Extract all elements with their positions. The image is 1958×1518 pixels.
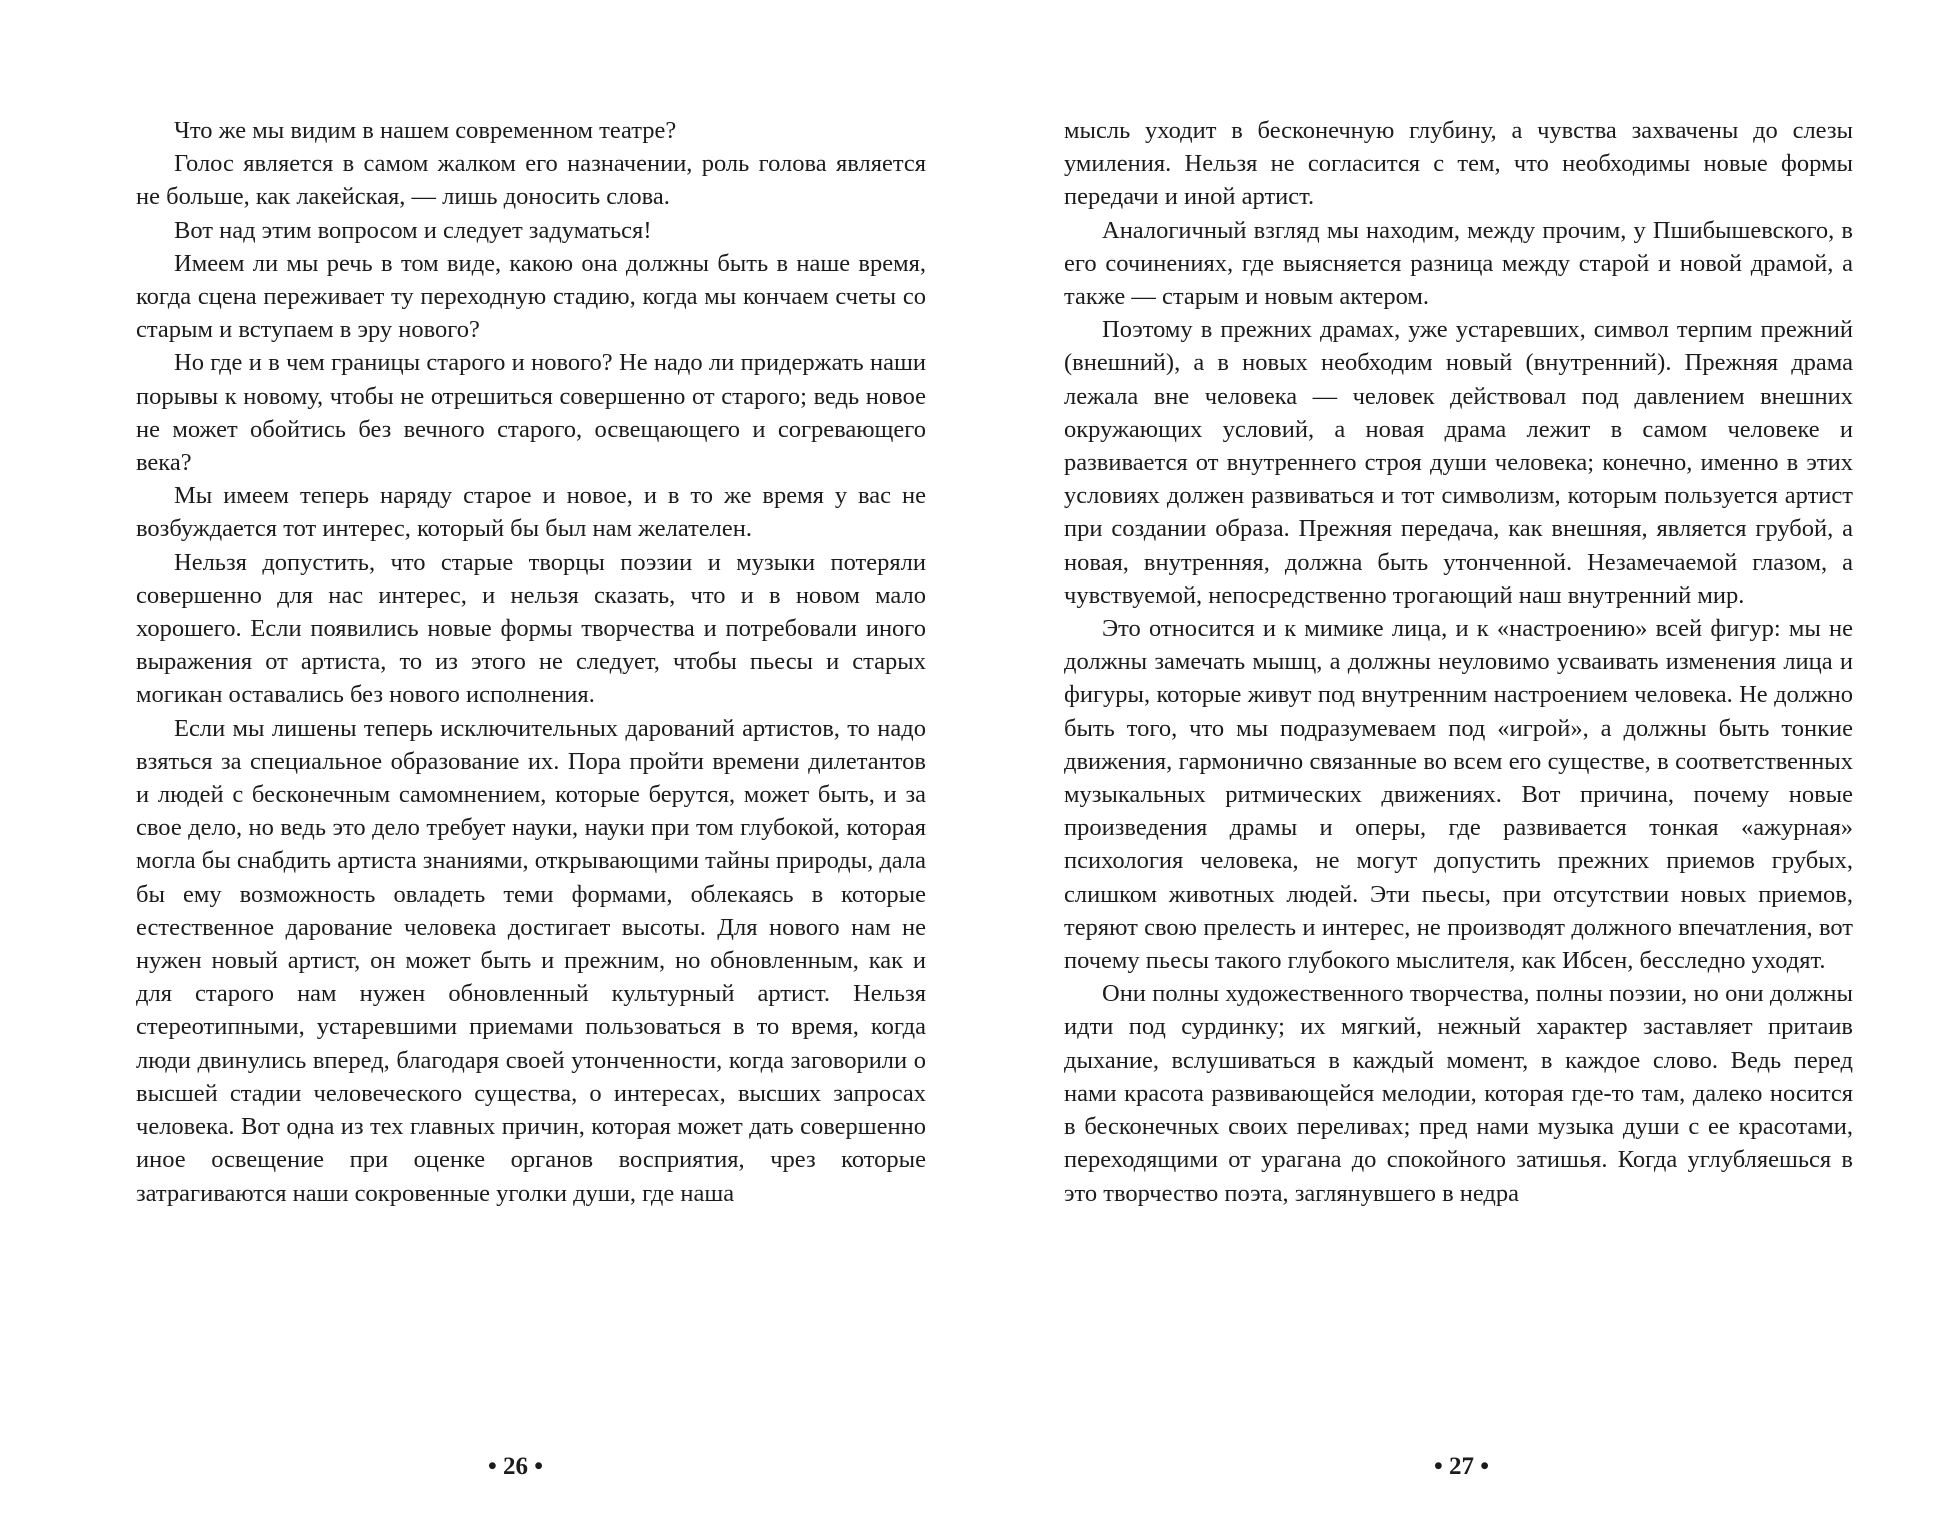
paragraph: мысль уходит в бесконечную глубину, а чувства захвачены до слезы умиления. Нельзя не согласится с тем, что необходимы новые формы передачи и иной артист. [1064,117,1853,211]
paragraph: Что же мы видим в нашем современном театре? [174,117,677,144]
paragraph: Аналогичный взгляд мы находим, между прочим, у Пшибышевского, в его сочинениях, где выясняется разница между старой и новой драмой, а также — старым и новым актером. [1064,216,1853,311]
paragraph: Это относится и к мимике лица, и к «настроению» всей фигур: мы не должны замечать мышц, а должны неуловимо усваивать изменения лица и фигуры, которые живут под внутренним настроением человека. Не должно быть того, что мы подразумеваем под «игрой», а должны быть тонкие движения, гармонично связанные во всем его существе, в соответственных музыкальных ритмических движениях. Вот причина, почему новые произведения драмы и оперы, где развивается тонкая «ажурная» психология человека, не могут допустить прежних приемов грубых, слишком животных людей. Эти пьесы, при отсутствии новых приемов, теряют свою прелесть и интерес, не производят должного впечатления, вот почему пьесы такого глубокого мыслителя, как Ибсен, бесследно уходят. [1064,615,1853,975]
paragraph: Но где и в чем границы старого и нового? Не надо ли придержать наши порывы к новому, чтобы не отрешиться совершенно от старого; ведь новое не может обойтись без вечного старого, освещающего и согревающего века? [136,349,926,477]
left-page-text [136,114,926,1210]
page-number: • 26 • [487,1453,543,1480]
paragraph: Если мы лишены теперь исключительных дарований артистов, то надо взяться за специальное образование их. Пора пройти времени дилетантов и людей с бесконечным самомнением, которые берутся, может быть, и за свое дело, но ведь это дело требует науки, науки при том глубокой, которая могла бы снабдить артиста знаниями, открывающими тайны природы, дала бы ему возможность овладеть теми формами, облекаясь в которые естественное дарование человека достигает высоты. Для нового нам не нужен новый артист, он может быть и прежним, но обновленным, как и для старого нам нужен обновленный культурный артист. Нельзя стереотипными, устаревшими приемами пользоваться в то время, когда люди двинулись вперед, благодаря своей утонченности, когда заговорили о высшей стадии человеческого существа, о интересах, высших запросах человека. Вот одна из тех главных причин, которая может дать совершенно иное освещение при оценке органов восприятия, чрез которые затрагиваются наши сокровенные уголки души, где наша [136,714,926,1207]
page-number: • 27 • [1433,1453,1489,1480]
paragraph: Мы имеем теперь наряду старое и новое, и в то же время у вас не возбуждается тот интерес, который бы был нам желателен. [136,482,926,543]
paragraph: Вот над этим вопросом и следует задуматься! [174,216,652,244]
paragraph: Они полны художественного творчества, полны поэзии, но они должны идти под сурдинку; их мягкий, нежный характер заставляет притаив дыхание, вслушиваться в каждый момент, в каждое слово. Ведь перед нами красота развивающейся мелодии, которая где-то там, далеко носится в бесконечных своих переливах; пред нами музыка души с ее красотами, переходящими от урагана до спокойного затишья. Когда углубляешься в это творчество поэта, заглянувшего в недра [1064,980,1853,1207]
paragraph: Имеем ли мы речь в том виде, какою она должны быть в наше время, когда сцена переживает ту переходную стадию, когда мы кончаем счеты со старым и вступаем в эру нового? [136,249,926,344]
paragraph: Поэтому в прежних драмах, уже устаревших, символ терпим прежний (внешний), а в новых необходим новый (внутренний). Прежняя драма лежала вне человека — человек действовал под давлением внешних окружающих условий, а новая драма лежит в самом человеке и развивается от внутреннего строя души человека; конечно, именно в этих условиях должен развиваться и тот символизм, которым пользуется артист при создании образа. Прежняя передача, как внешняя, является грубой, а новая, внутренняя, должна быть утонченной. Незамечаемой глазом, а чувствуемой, непосредственно трогающий наш внутренний мир. [1064,316,1853,609]
paragraph: Нельзя допустить, что старые творцы поэзии и музыки потеряли совершенно для нас интерес, и нельзя сказать, что и в новом мало хорошего. Если появились новые формы творчества и потребовали иного выражения от артиста, то из этого не следует, чтобы пьесы и старых могикан оставались без нового исполнения. [136,548,926,709]
right-page [979,0,1958,1518]
right-page-text [1064,114,1853,1210]
paragraph: Голос является в самом жалком его назначении, роль голова является не больше, как лакейская, — лишь доносить слова. [136,150,926,211]
